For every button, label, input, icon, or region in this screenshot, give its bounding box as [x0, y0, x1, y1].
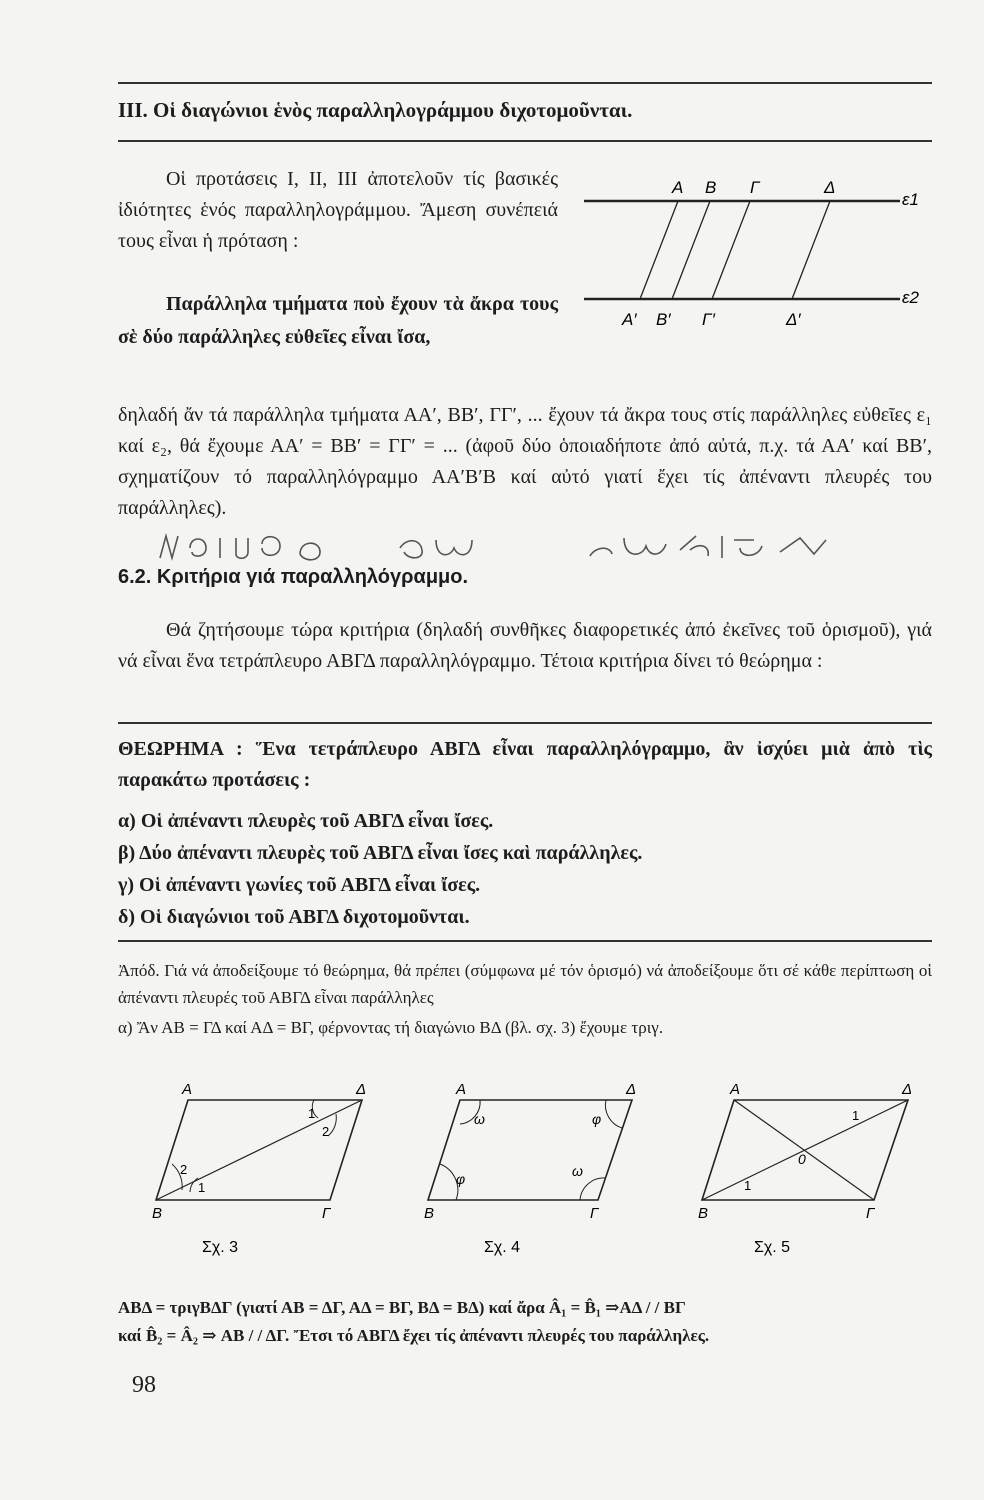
fig3-caption: Σχ. 3 [202, 1239, 239, 1256]
fig4-label-B: Β [424, 1205, 435, 1222]
segment-bb [672, 201, 710, 299]
theorem-item-g: γ) Οἱ ἀπέναντι γωνίες τοῦ ΑΒΓΔ εἶναι ἴσες. [118, 874, 481, 896]
fig4-omega-2: ω [572, 1163, 583, 1179]
label-G: Γ [750, 178, 760, 197]
section-title: III. Οἱ διαγώνιοι ἑνὸς παραλληλογράμμου διχοτομοῦνται. [118, 98, 633, 122]
fig4-label-D: Δ [626, 1081, 637, 1098]
fig3-angle-A1: 1 [308, 1106, 316, 1121]
fig4-phi-2: φ [456, 1171, 466, 1187]
handwriting-scribble [150, 518, 870, 568]
fig5-label-A: Α [730, 1081, 741, 1098]
theorem-item-d: δ) Οἱ διαγώνιοι τοῦ ΑΒΓΔ διχοτομοῦνται. [118, 906, 470, 928]
property-statement: Παράλληλα τμήματα ποὺ ἔχουν τὰ ἄκρα τους σὲ δύο παράλληλες εὐθεῖες εἶναι ἴσα, [118, 293, 558, 348]
fig5-label-D: Δ [902, 1081, 913, 1098]
theorem-item-a: α) Οἱ ἀπέναντι πλευρὲς τοῦ ΑΒΓΔ εἶναι ἴσες. [118, 810, 494, 832]
top-rule-1 [118, 82, 932, 84]
subsection-title: 6.2. Κριτήρια γιά παραλληλόγραμμο. [118, 566, 469, 588]
proof-line-2: α) Ἄν ΑΒ = ΓΔ καί ΑΔ = ΒΓ, φέρνοντας τή διαγώνιο ΒΔ (βλ. σχ. 3) ἔχουμε τριγ. [118, 1018, 664, 1037]
label-e2: ε2 [902, 288, 919, 307]
segment-aa [640, 201, 678, 299]
fig3-angle-B1: 1 [198, 1180, 206, 1195]
label-D-prime: Δ′ [786, 310, 801, 329]
fig4-label-A: Α [456, 1081, 467, 1098]
page-number: 98 [132, 1372, 156, 1398]
fig3-angle-B2: 2 [180, 1162, 188, 1177]
handwritten-note [150, 518, 870, 568]
fig5-label-B: Β [698, 1205, 709, 1222]
fig4-label-G: Γ [590, 1205, 599, 1222]
theorem-top-rule [118, 722, 932, 724]
top-rule-2 [118, 140, 932, 142]
fig5-angle-1a: 1 [852, 1108, 860, 1123]
fig4-omega-1: ω [474, 1111, 485, 1127]
proof-end-line-2: καί B̂₂ = Â₂ ⇒ ΑΒ / / ΔΓ. Ἔτσι τό ΑΒΓΔ ἔχει τίς ἀπέναντι πλευρές του παράλληλες. [118, 1326, 710, 1345]
label-G-prime: Γ′ [702, 310, 715, 329]
fig5-caption: Σχ. 5 [754, 1239, 791, 1256]
label-e1: ε1 [902, 190, 919, 209]
theorem-item-b: β) Δύο ἀπέναντι πλευρὲς τοῦ ΑΒΓΔ εἶναι ἴσες καὶ παράλληλες. [118, 842, 643, 864]
figure-3 [142, 1078, 372, 1258]
fig3-angle-D2: 2 [322, 1124, 330, 1139]
label-A: Α [672, 178, 684, 197]
fig4-caption: Σχ. 4 [484, 1239, 521, 1256]
fig3-label-G: Γ [322, 1205, 331, 1222]
figure-4 [416, 1078, 646, 1258]
label-B-prime: Β′ [656, 310, 671, 329]
fig3-label-B: Β [152, 1205, 163, 1222]
figure-5 [694, 1078, 932, 1258]
label-A-prime: Α′ [622, 310, 637, 329]
segment-dd [792, 201, 830, 299]
fig3-label-D: Δ [356, 1081, 367, 1098]
explanation-text: δηλαδή ἄν τά παράλληλα τμήματα ΑΑ′, ΒΒ′, ΓΓ′, ... ἔχουν τά ἄκρα τους στίς παράλληλες εὐθεῖες ε₁ καί ε₂, θά ἔχουμε ΑΑ′ = ΒΒ′ = ΓΓ′ = ... (ἀφοῦ δύο ὁποιαδήποτε ἀπό αὐτά, π.χ. τά ΑΑ′ καί ΒΒ′, σχηματίζουν τό παραλληλόγραμμο ΑΑ′Β′Β καί αὐτό γιατί ἔχει τίς ἀπέναντι πλευρές του παράλληλες). [118, 404, 932, 519]
theorem-statement: ΘΕΩΡΗΜΑ : Ἕνα τετράπλευρο ΑΒΓΔ εἶναι παραλληλόγραμμο, ἂν ἰσχύει μιὰ ἀπὸ τὶς παρακάτω προτάσεις : [118, 738, 932, 791]
proof-end-line-1: ΑΒΔ = τριγΒΔΓ (γιατί ΑΒ = ΔΓ, ΑΔ = ΒΓ, ΒΔ = ΒΔ) καί ἄρα Â₁ = B̂₁ ⇒ΑΔ / / ΒΓ [118, 1298, 686, 1317]
fig5-center-O: 0 [798, 1151, 806, 1167]
label-B: Β [705, 178, 717, 197]
segment-gg [712, 201, 750, 299]
subsection-text: Θά ζητήσουμε τώρα κριτήρια (δηλαδή συνθῆκες διαφορετικές ἀπό ἐκεῖνες τοῦ ὁρισμοῦ), γιά νά εἶναι ἕνα τετράπλευρο ΑΒΓΔ παραλληλόγραμμο. Τέτοια κριτήρια δίνει τό θεώρημα : [118, 619, 932, 672]
proof-line-1: Ἀπόδ. Γιά νά ἀποδείξουμε τό θεώρημα, θά πρέπει (σύμφωνα μέ τόν ὁρισμό) νά ἀποδείξουμε ὅτι σέ κάθε περίπτωση οἱ ἀπέναντι πλευρές τοῦ ΑΒΓΔ εἶναι παράλληλες [118, 961, 932, 1007]
fig4-phi-1: φ [592, 1111, 602, 1127]
fig5-label-G: Γ [866, 1205, 875, 1222]
fig5-angle-1b: 1 [744, 1178, 752, 1193]
parallel-lines-figure [580, 165, 932, 345]
theorem-bottom-rule [118, 940, 932, 942]
intro-text: Οἱ προτάσεις Ι, ΙΙ, ΙΙΙ ἀποτελοῦν τίς βασικές ἰδιότητες ἑνός παραλληλογράμμου. Ἄμεση συνέπειά τους εἶναι ἡ πρόταση : [118, 168, 558, 252]
label-D: Δ [824, 178, 836, 197]
fig3-label-A: Α [182, 1081, 193, 1098]
